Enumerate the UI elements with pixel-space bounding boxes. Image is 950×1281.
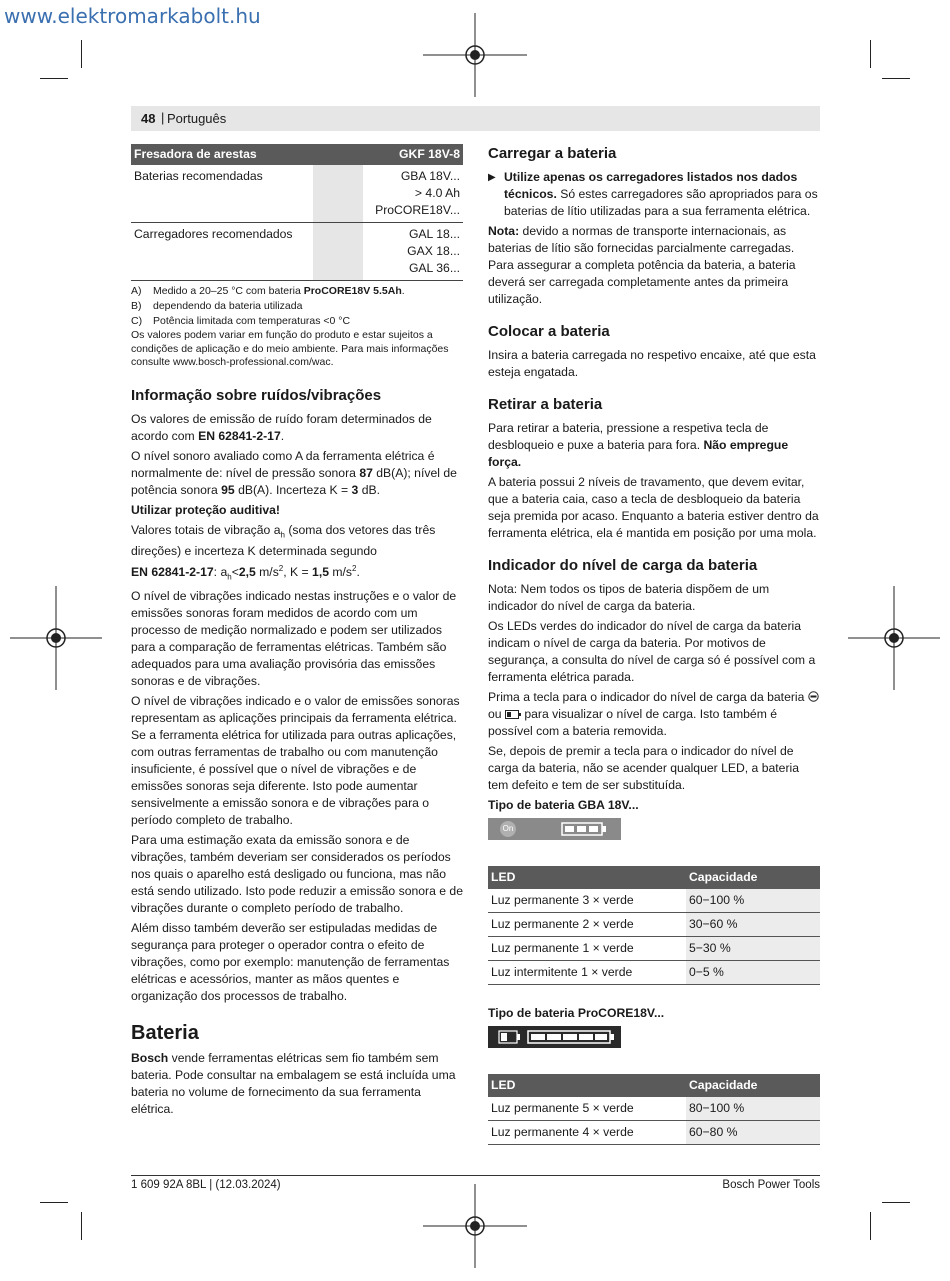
gba-indicator-graphic bbox=[488, 818, 621, 840]
battery-p1: Bosch vende ferramentas elétricas sem fio também sem bateria. Pode consultar na embalagem se está incluída uma bateria no volume de fornecimento da sua ferramenta elétrica. bbox=[131, 1051, 456, 1117]
spec-value: GAL 36... bbox=[408, 261, 460, 275]
noise-p7: Para uma estimação exata da emissão sonora e de vibrações, também deveriam ser considerados os períodos nos quais o aparelho está desligado ou funciona, mas não está sendo utilizado. Isto pode reduzir a emissão sonora e de vibrações durante o completo período de trabalho. bbox=[131, 833, 463, 916]
table-row: Luz intermitente 1 × verde 0−5 % bbox=[488, 961, 820, 985]
column-header-led: LED bbox=[488, 866, 686, 889]
gauge-button-icon bbox=[808, 691, 819, 702]
noise-p5: O nível de vibrações indicado nestas instruções e o valor de emissões sonoras foram medidos de acordo com um processo de medição normalizado e podem ser utilizados para a comparação de ferramentas elétricas. Também são adequados para uma avaliação provisória das emissões sonoras e de vibrações. bbox=[131, 589, 457, 689]
battery-button-icon bbox=[505, 710, 521, 719]
indicator-p4: Se, depois de premir a tecla para o indicador do nível de carga da bateria, não se acender qualquer LED, a bateria tem defeito e tem de ser substituída. bbox=[488, 744, 799, 792]
values-note: Os valores podem variar em função do produto e estar sujeitos a condições de aplicação e do meio ambiente. Para mais informações consulte www.bosch-professional.com/wac. bbox=[131, 329, 449, 368]
watermark-url[interactable]: www.elektromarkabolt.hu bbox=[4, 4, 261, 28]
footer-doc-id: 1 609 92A 8BL | (12.03.2024) bbox=[131, 1179, 281, 1191]
footnote-b: B) dependendo da bateria utilizada bbox=[131, 300, 303, 312]
registration-mark-bottom bbox=[423, 1184, 527, 1268]
left-column bbox=[131, 144, 464, 1121]
battery-title: Bateria bbox=[131, 1022, 199, 1045]
noise-title: Informação sobre ruídos/vibrações bbox=[131, 386, 382, 404]
remove-p1: Para retirar a bateria, pressione a respetiva tecla de desbloqueio e puxe a bateria para fora. Não empregue força. bbox=[488, 421, 789, 469]
insert-title: Colocar a bateria bbox=[488, 323, 610, 340]
indicator-p1: Nota: Nem todos os tipos de bateria dispõem de um indicador do nível de carga da bateria. bbox=[488, 582, 770, 613]
indicator-p3: Prima a tecla para o indicador do nível de carga da bateria ou para visualizar o nível de carga. Isto também é possível com a bateria removida. bbox=[488, 689, 820, 740]
spec-value: GAX 18... bbox=[407, 244, 460, 258]
registration-mark-left bbox=[10, 586, 102, 690]
table-row: Luz permanente 1 × verde 5−30 % bbox=[488, 937, 820, 961]
noise-p1: Os valores de emissão de ruído foram determinados de acordo com EN 62841-2-17. bbox=[131, 411, 432, 443]
noise-p4: Valores totais de vibração $a_h$ (soma dos vetores das três direções) e incerteza K determinada segundo EN 62841-2-17: $a_h<2,5$ $m/s^2$, K = 1,5 $m/s^2$. bbox=[131, 522, 436, 582]
spec-value: GBA 18V... bbox=[400, 169, 460, 183]
procore-led-table bbox=[488, 1074, 820, 1145]
table-row: Luz permanente 4 × verde 60−80 % bbox=[488, 1121, 820, 1145]
page-footer bbox=[131, 1175, 820, 1196]
footnotes bbox=[131, 284, 464, 329]
table-row: Luz permanente 3 × verde 60−100 % bbox=[488, 889, 820, 913]
procore-title: Tipo de bateria ProCORE18V... bbox=[488, 1006, 665, 1020]
noise-hearing-warning: Utilizar proteção auditiva! bbox=[131, 502, 280, 517]
spec-label: Carregadores recomendados bbox=[131, 223, 313, 281]
column-header-capacity: Capacidade bbox=[686, 866, 820, 889]
column-header-led: LED bbox=[488, 1074, 686, 1097]
footer-brand: Bosch Power Tools bbox=[722, 1179, 820, 1191]
header-separator: | bbox=[161, 110, 165, 125]
charge-title: Carregar a bateria bbox=[488, 145, 617, 162]
gba-title: Tipo de bateria GBA 18V... bbox=[488, 798, 639, 812]
table-row bbox=[131, 223, 463, 281]
table-row: Luz permanente 5 × verde 80−100 % bbox=[488, 1097, 820, 1121]
remove-p2: A bateria possui 2 níveis de travamento, que devem evitar, que a bateria caia, caso a tecla de desbloqueio da bateria seja premida por acaso. Enquanto a bateria estiver dentro da ferramenta elétrica, ela é mantida em posição por uma mola. bbox=[488, 475, 819, 540]
indicator-title: Indicador do nível de carga da bateria bbox=[488, 557, 758, 574]
bullet-triangle-icon: ▶ bbox=[488, 172, 496, 183]
insert-p1: Insira a bateria carregada no respetivo encaixe, até que esta esteja engatada. bbox=[488, 348, 816, 379]
spec-table-title: Fresadora de arestas bbox=[131, 144, 363, 165]
spec-label: Baterias recomendadas bbox=[131, 165, 313, 223]
charge-bullet: ▶ Utilize apenas os carregadores listados nos dados técnicos. Só estes carregadores são apropriados para os baterias de lítio utilizadas para a sua ferramenta elétrica. bbox=[488, 170, 818, 218]
on-button-icon: On bbox=[500, 821, 516, 837]
remove-title: Retirar a bateria bbox=[488, 396, 603, 413]
charge-note: Nota: devido a normas de transporte internacionais, as baterias de lítio são fornecidas parcialmente carregadas. Para assegurar a completa potência da bateria, a bateria deverá ser carregada completamente antes da primeira utilização. bbox=[488, 224, 796, 306]
noise-p6: O nível de vibrações indicado e o valor de emissões sonoras representam as aplicações principais da ferramenta elétrica. Se a ferramenta elétrica for utilizada para outras aplicações, com outras ferramentas de trabalho ou com manutenção insuficiente, é possível que o nível de vibrações e de emissões sonoras seja diferente. Isto pode aumentar sensivelmente a emissão sonora e de vibrações para o período completo de trabalho. bbox=[131, 694, 460, 828]
registration-mark-right bbox=[848, 586, 940, 690]
right-column bbox=[488, 144, 820, 1145]
table-row: Luz permanente 2 × verde 30−60 % bbox=[488, 913, 820, 937]
page-header bbox=[131, 106, 820, 131]
spec-value: ProCORE18V... bbox=[375, 203, 460, 217]
column-header-capacity: Capacidade bbox=[686, 1074, 820, 1097]
battery-gauge-icon bbox=[498, 1030, 616, 1044]
procore-indicator-graphic bbox=[488, 1026, 621, 1048]
spec-value: GAL 18... bbox=[408, 227, 460, 241]
battery-gauge-icon bbox=[561, 822, 607, 836]
registration-mark-top bbox=[423, 13, 527, 97]
footnote-c: C) Potência limitada com temperaturas <0 °C bbox=[131, 315, 351, 327]
spec-table-model: GKF 18V-8 bbox=[363, 144, 463, 165]
gba-led-table bbox=[488, 866, 820, 985]
footnote-a: A) Medido a 20–25 °C com bateria ProCORE18V 5.5Ah. bbox=[131, 285, 405, 297]
spec-table bbox=[131, 144, 463, 281]
header-language: Português bbox=[167, 111, 227, 126]
table-row bbox=[131, 165, 463, 223]
indicator-p2: Os LEDs verdes do indicador do nível de carga da bateria indicam o nível de carga da bateria. Por motivos de segurança, a consulta do nível de carga só é possível com a ferramenta elétrica parada. bbox=[488, 619, 816, 684]
page-number: 48 bbox=[141, 111, 156, 126]
spec-value: > 4.0 Ah bbox=[414, 186, 460, 200]
noise-p8: Além disso também deverão ser estipuladas medidas de segurança para proteger o operador contra o efeito de vibrações, como por exemplo: manutenção de ferramentas elétricas e acessórios, manter as mãos quentes e organização dos processos de trabalho. bbox=[131, 921, 450, 1004]
noise-p2: O nível sonoro avaliado como A da ferramenta elétrica é normalmente de: nível de pressão sonora 87 dB(A); nível de potência sonora 95 dB(A). Incerteza K = 3 dB. bbox=[131, 448, 457, 497]
